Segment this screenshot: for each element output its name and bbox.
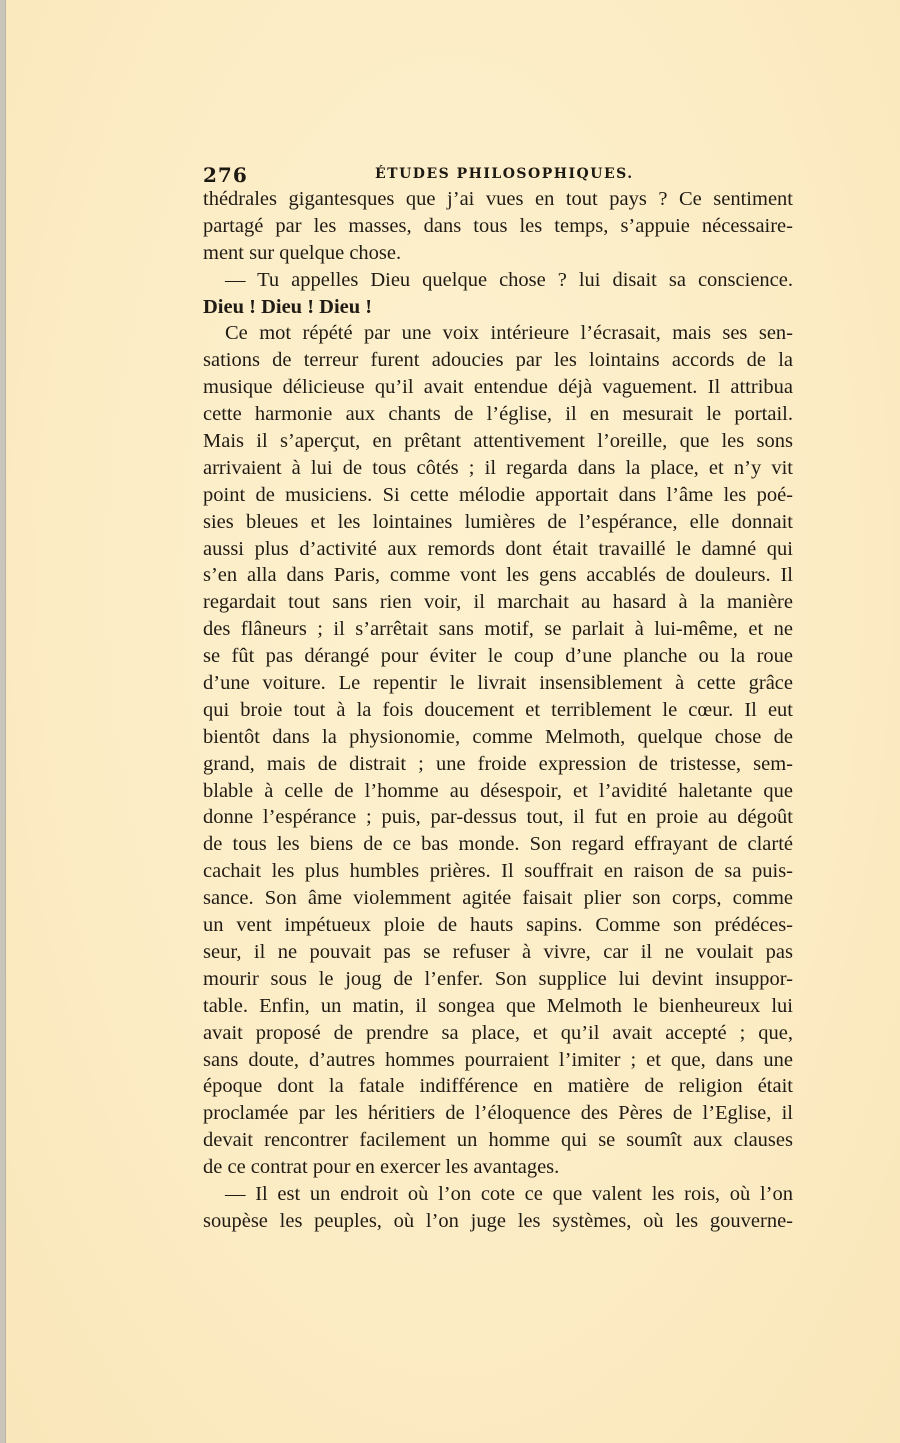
page-number: 276 — [203, 163, 248, 187]
text-line: cette harmonie aux chants de l’église, il en mesurait le portail. — [203, 403, 793, 426]
text-line: Dieu ! Dieu ! Dieu ! — [203, 295, 373, 318]
text-line: regardait tout sans rien voir, il marchait au hasard à la manière — [203, 591, 793, 614]
text-line: devait rencontrer facilement un homme qui se soumît aux clauses — [203, 1129, 793, 1152]
text-line: un vent impétueux ploie de hauts sapins. Comme son prédéces- — [203, 914, 793, 937]
text-line: avait proposé de prendre sa place, et qu’il avait accepté ; que, — [203, 1021, 793, 1044]
text-line: table. Enfin, un matin, il songea que Melmoth le bienheureux lui — [203, 994, 793, 1017]
text-line: bientôt dans la physionomie, comme Melmoth, quelque chose de — [203, 725, 793, 748]
text-line: sations de terreur furent adoucies par les lointains accords de la — [203, 349, 793, 372]
text-line: qui broie tout à la fois doucement et terriblement le cœur. Il eut — [203, 698, 793, 721]
text-line: aussi plus d’activité aux remords dont était travaillé le damné qui — [203, 537, 793, 560]
text-line: proclamée par les héritiers de l’éloquence des Pères de l’Eglise, il — [203, 1102, 793, 1125]
text-line: cachait les plus humbles prières. Il souffrait en raison de sa puis- — [203, 860, 793, 883]
text-line: ment sur quelque chose. — [203, 241, 402, 264]
text-line: sans doute, d’autres hommes pourraient l’imiter ; et que, dans une — [203, 1048, 793, 1071]
text-line: seur, il ne pouvait pas se refuser à vivre, car il ne voulait pas — [203, 940, 793, 963]
text-line: s’en alla dans Paris, comme vont les gens accablés de douleurs. Il — [203, 564, 793, 587]
text-line: blable à celle de l’homme au désespoir, et l’avidité haletante que — [203, 779, 793, 802]
text-line: — Tu appelles Dieu quelque chose ? lui disait sa conscience. — [225, 268, 793, 291]
text-line: sies bleues et les lointaines lumières de l’espérance, elle donnait — [203, 510, 793, 533]
text-line: se fût pas dérangé pour éviter le coup d’une planche ou la roue — [203, 645, 793, 668]
text-line: Ce mot répété par une voix intérieure l’écrasait, mais ses sen- — [225, 322, 793, 345]
text-line: arrivaient à lui de tous côtés ; il regarda dans la place, et n’y vit — [203, 456, 793, 479]
text-line: soupèse les peuples, où l’on juge les systèmes, où les gouverne- — [203, 1209, 793, 1232]
text-line: donne l’espérance ; puis, par-dessus tout, il fut en proie au dégoût — [203, 806, 793, 829]
text-line: point de musiciens. Si cette mélodie apportait dans l’âme les poé- — [203, 483, 793, 506]
text-line: Mais il s’aperçut, en prêtant attentivement l’oreille, que les sons — [203, 430, 793, 453]
text-line: des flâneurs ; il s’arrêtait sans motif, se parlait à lui-même, et ne — [203, 618, 793, 641]
text-line: de tous les biens de ce bas monde. Son regard effrayant de clarté — [203, 833, 793, 856]
text-line: de ce contrat pour en exercer les avantages. — [203, 1156, 560, 1179]
text-line: partagé par les masses, dans tous les temps, s’appuie nécessaire- — [203, 214, 793, 237]
running-head — [203, 163, 793, 187]
text-line: sance. Son âme violemment agitée faisait plier son corps, comme — [203, 887, 793, 910]
text-line: musique délicieuse qu’il avait entendue déjà vaguement. Il attribua — [203, 376, 793, 399]
running-title: ÉTUDES PHILOSOPHIQUES. — [375, 166, 634, 182]
text-line: grand, mais de distrait ; une froide expression de tristesse, sem- — [203, 752, 793, 775]
body-text — [203, 186, 793, 1235]
text-line: thédrales gigantesques que j’ai vues en tout pays ? Ce sentiment — [203, 188, 793, 210]
text-line: d’une voiture. Le repentir le livrait insensiblement à cette grâce — [203, 672, 793, 695]
scan-edge-strip — [0, 0, 6, 1443]
text-line: époque dont la fatale indifférence en matière de religion était — [203, 1075, 793, 1098]
text-line: — Il est un endroit où l’on cote ce que valent les rois, où l’on — [225, 1182, 793, 1205]
text-line: mourir sous le joug de l’enfer. Son supplice lui devint insuppor- — [203, 967, 793, 990]
